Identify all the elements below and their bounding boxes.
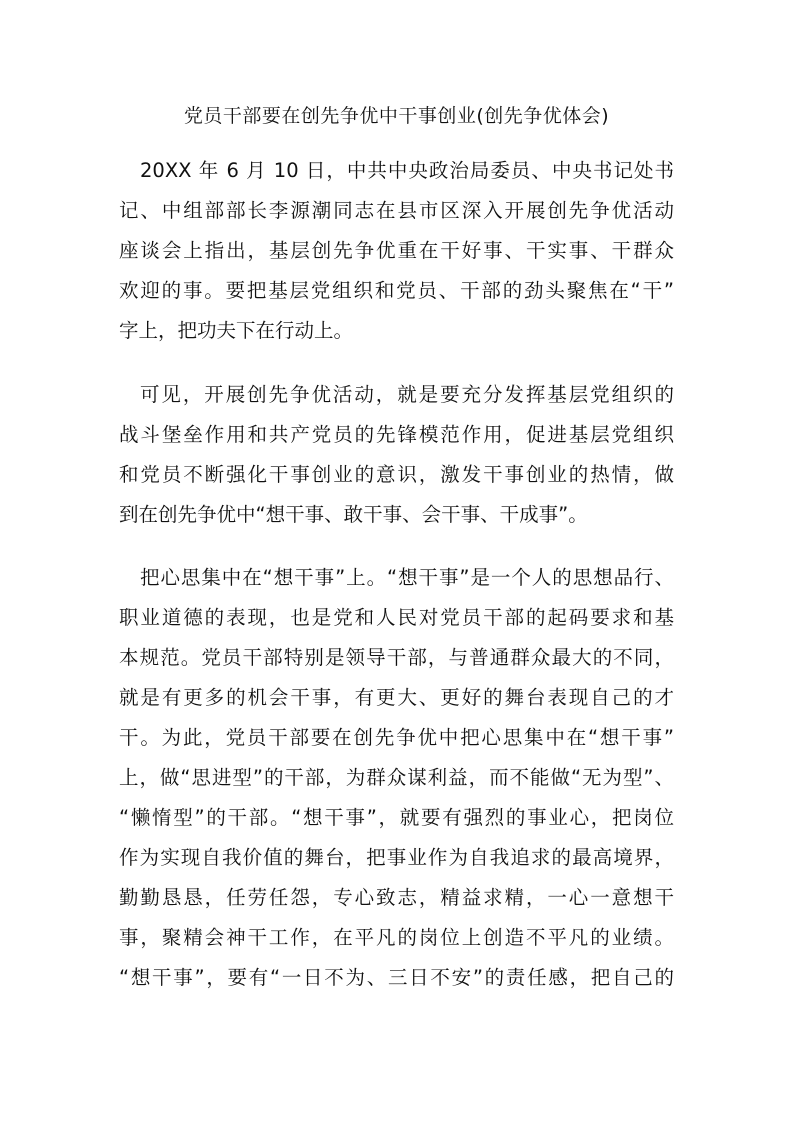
paragraph-line: 本规范。党员干部特别是领导干部，与普通群众最大的不同， <box>119 646 674 669</box>
paragraph-line: 事，聚精会神干工作，在平凡的岗位上创造不平凡的业绩。 <box>119 926 674 949</box>
paragraph-line: 战斗堡垒作用和共产党员的先锋模范作用，促进基层党组织 <box>119 423 674 446</box>
paragraph-line: 作为实现自我价值的舞台，把事业作为自我追求的最高境界， <box>119 846 674 869</box>
paragraph-line: 座谈会上指出，基层创先争优重在干好事、干实事、干群众 <box>119 239 674 262</box>
paragraph-line: 到在创先争优中“想干事、敢干事、会干事、干成事”。 <box>119 503 588 526</box>
paragraph-line: 就是有更多的机会干事，有更大、更好的舞台表现自己的才 <box>119 686 674 709</box>
paragraph-line: 可见，开展创先争优活动，就是要充分发挥基层党组织的 <box>140 383 674 406</box>
paragraph-line: “想干事”，要有“一日不为、三日不安”的责任感，把自己的 <box>119 966 674 989</box>
paragraph-line: 字上，把功夫下在行动上。 <box>119 319 354 342</box>
paragraph-line: 记、中组部部长李源潮同志在县市区深入开展创先争优活动 <box>119 199 674 222</box>
paragraph-1 <box>119 151 674 351</box>
paragraph-2 <box>119 375 674 535</box>
paragraph-line: 上，做“思进型”的干部，为群众谋利益，而不能做“无为型”、 <box>119 766 674 789</box>
paragraph-line: “懒惰型”的干部。“想干事”，就要有强烈的事业心，把岗位 <box>119 806 674 829</box>
paragraph-line: 职业道德的表现，也是党和人民对党员干部的起码要求和基 <box>119 606 674 629</box>
paragraph-line: 干。为此，党员干部要在创先争优中把心思集中在“想干事” <box>119 726 674 749</box>
paragraph-3 <box>119 558 674 998</box>
document-title: 党员干部要在创先争优中干事创业(创先争优体会) <box>183 105 610 127</box>
paragraph-line: 20XX 年 6 月 10 日，中共中央政治局委员、中央书记处书 <box>140 159 674 182</box>
paragraph-line: 勤勤恳恳，任劳任怨，专心致志，精益求精，一心一意想干 <box>119 886 674 909</box>
paragraph-line: 和党员不断强化干事创业的意识，激发干事创业的热情，做 <box>119 463 674 486</box>
paragraph-line: 把心思集中在“想干事”上。“想干事”是一个人的思想品行、 <box>140 566 674 589</box>
paragraph-line: 欢迎的事。要把基层党组织和党员、干部的劲头聚焦在“干” <box>119 279 674 302</box>
